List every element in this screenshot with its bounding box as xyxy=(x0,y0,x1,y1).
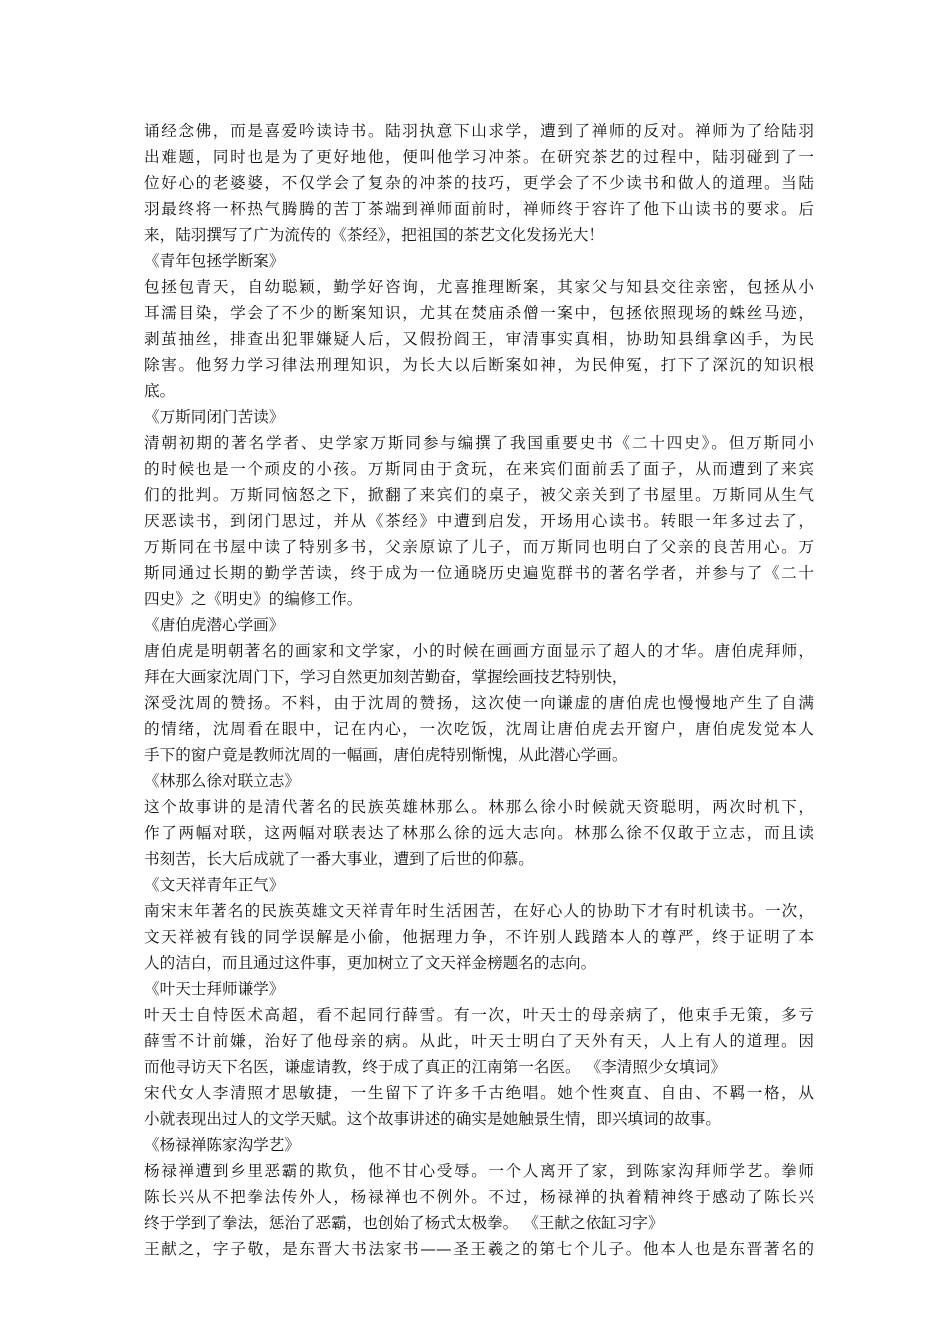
text-line: 这个故事讲的是清代著名的民族英雄林那么。林那么徐小时候就天资聪明，两次时机下， xyxy=(144,798,814,816)
text-line: 的时候也是一个顽皮的小孩。万斯同由于贪玩，在来宾们面前丢了面子，从而遭到了来宾 xyxy=(144,460,814,478)
story-title: 《唐伯虎潜心学画》 xyxy=(144,616,285,634)
text-line: 包拯包青天，自幼聪颖，勤学好咨询，尤喜推理断案，其家父与知县交往亲密，包拯从小 xyxy=(144,278,814,296)
text-line: 文天祥被有钱的同学误解是小偷，他据理力争，不许别人践踏本人的尊严，终于证明了本 xyxy=(144,928,814,946)
story-title: 《青年包拯学断案》 xyxy=(144,252,285,270)
story-title: 《杨禄禅陈家沟学艺》 xyxy=(144,1136,300,1154)
text-line: 唐伯虎是明朝著名的画家和文学家，小的时候在画画方面显示了超人的才华。唐伯虎拜师， xyxy=(144,642,814,660)
text-line: 杨禄禅遭到乡里恶霸的欺负，他不甘心受辱。一个人离开了家，到陈家沟拜师学艺。拳师 xyxy=(144,1162,814,1180)
text-line: 小就表现出过人的文学天赋。这个故事讲述的确实是她触景生情，即兴填词的故事。 xyxy=(144,1110,721,1128)
story-title: 《万斯同闭门苦读》 xyxy=(144,408,285,426)
text-line: 终于学到了拳法，惩治了恶霸，也创始了杨式太极拳。 《王献之依缸习字》 xyxy=(144,1214,664,1232)
text-line: 来，陆羽撰写了广为流传的《茶经》，把祖国的茶艺文化发扬光大！ xyxy=(144,226,605,244)
text-line: 耳濡目染，学会了不少的断案知识，尤其在焚庙杀僧一案中，包拯依照现场的蛛丝马迹， xyxy=(144,304,814,322)
text-line: 除害。他努力学习律法刑理知识，为长大以后断案如神，为民伸冤，打下了深沉的知识根 xyxy=(144,356,814,374)
text-line: 出难题，同时也是为了更好地他，便叫他学习冲茶。在研究茶艺的过程中，陆羽碰到了一 xyxy=(144,148,814,166)
text-line: 书刻苦，长大后成就了一番大事业，遭到了后世的仰慕。 xyxy=(144,850,534,868)
text-line: 王献之，字子敬，是东晋大书法家书——圣王羲之的第七个儿子。他本人也是东晋著名的 xyxy=(144,1240,814,1258)
text-line: 手下的窗户竟是教师沈周的一幅画，唐伯虎特别惭愧，从此潜心学画。 xyxy=(144,746,628,764)
text-line: 清朝初期的著名学者、史学家万斯同参与编撰了我国重要史书《二十四史》。但万斯同小 xyxy=(144,434,814,452)
text-line: 的情绪，沈周看在眼中，记在内心，一次吃饭，沈周让唐伯虎去开窗户，唐伯虎发觉本人 xyxy=(144,720,814,738)
text-line: 羽最终将一杯热气腾腾的苦丁茶端到禅师面前时，禅师终于容许了他下山读书的要求。后 xyxy=(144,200,814,218)
story-title: 《叶天士拜师谦学》 xyxy=(144,980,285,998)
text-line: 位好心的老婆婆，不仅学会了复杂的冲茶的技巧，更学会了不少读书和做人的道理。当陆 xyxy=(144,174,814,192)
text-line: 们的批判。万斯同恼怒之下，掀翻了来宾们的桌子，被父亲关到了书屋里。万斯同从生气 xyxy=(144,486,814,504)
text-line: 南宋末年著名的民族英雄文天祥青年时生活困苦，在好心人的协助下才有时机读书。一次， xyxy=(144,902,814,920)
story-title: 《文天祥青年正气》 xyxy=(144,876,285,894)
text-line: 万斯同在书屋中读了特别多书，父亲原谅了儿子，而万斯同也明白了父亲的良苦用心。万 xyxy=(144,538,814,556)
text-line: 而他寻访天下名医，谦虚请教，终于成了真正的江南第一名医。 《李清照少女填词》 xyxy=(144,1058,726,1076)
text-line: 宋代女人李清照才思敏捷，一生留下了许多千古绝唱。她个性爽直、自由、不羁一格，从 xyxy=(144,1084,814,1102)
text-line: 底。 xyxy=(144,382,176,400)
text-line: 斯同通过长期的勤学苦读，终于成为一位通晓历史遍览群书的著名学者，并参与了《二十 xyxy=(144,564,814,582)
text-line: 陈长兴从不把拳法传外人，杨禄禅也不例外。不过，杨禄禅的执着精神终于感动了陈长兴 xyxy=(144,1188,814,1206)
text-line: 诵经念佛，而是喜爱吟读诗书。陆羽执意下山求学，遭到了禅师的反对。禅师为了给陆羽 xyxy=(144,122,814,140)
text-line: 厌恶读书，到闭门思过，并从《茶经》中遭到启发，开场用心读书。转眼一年多过去了， xyxy=(144,512,814,530)
text-line: 四史》之《明史》的编修工作。 xyxy=(144,590,363,608)
document-page xyxy=(144,118,814,1262)
text-line: 剥茧抽丝，排查出犯罪嫌疑人后，又假扮阎王，审清事实真相，协助知县缉拿凶手，为民 xyxy=(144,330,814,348)
story-title: 《林那么徐对联立志》 xyxy=(144,772,300,790)
text-line: 拜在大画家沈周门下，学习自然更加刻苦勤奋，掌握绘画技艺特别快， xyxy=(144,668,628,686)
text-line: 人的洁白，而且通过这件事，更加树立了文天祥金榜题名的志向。 xyxy=(144,954,597,972)
text-line: 薛雪不计前嫌，治好了他母亲的病。从此，叶天士明白了天外有天，人上有人的道理。因 xyxy=(144,1032,814,1050)
text-line: 叶天士自恃医术高超，看不起同行薛雪。有一次，叶天士的母亲病了，他束手无策，多亏 xyxy=(144,1006,814,1024)
text-line: 深受沈周的赞扬。不料，由于沈周的赞扬，这次使一向谦虚的唐伯虎也慢慢地产生了自满 xyxy=(144,694,814,712)
text-line: 作了两幅对联，这两幅对联表达了林那么徐的远大志向。林那么徐不仅敢于立志，而且读 xyxy=(144,824,814,842)
